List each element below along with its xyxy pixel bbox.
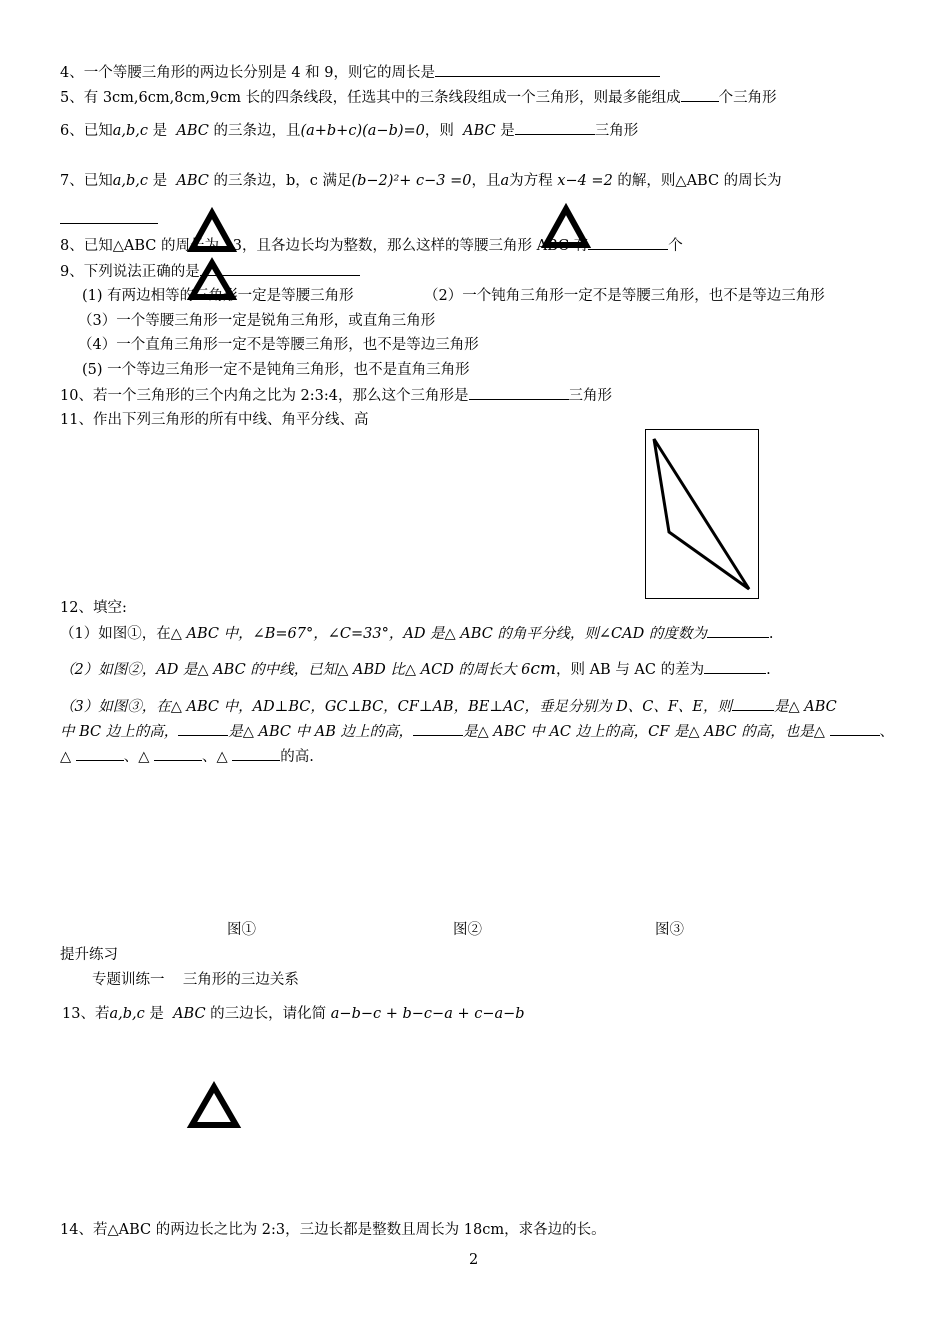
word: 的三条边，b，c 满足	[213, 173, 352, 189]
word: 中 BC 边上的高，	[60, 724, 179, 740]
question-6	[60, 120, 638, 141]
triangle-icon	[186, 205, 238, 300]
answer-blank[interactable]	[154, 746, 202, 761]
word: 的高.	[280, 749, 314, 765]
word: 个	[668, 238, 683, 254]
math-var: a	[500, 173, 510, 189]
math-equation: (b−2)²+ c−3 =0	[351, 173, 472, 189]
math-vars: a,b,c	[112, 173, 149, 189]
word: △ ABC 中，∠B=67°，∠C=33°，AD 是△ ABC 的角平分线，则∠CAD 的度数为	[170, 626, 707, 642]
word: 三角形	[568, 388, 613, 404]
answer-blank[interactable]	[732, 696, 774, 711]
question-4-text: 4、一个等腰三角形的两边长分别是 4 和 9，则它的周长是	[60, 65, 436, 81]
question-7-answer	[60, 209, 158, 230]
word: ，则 AB 与 AC 的差为	[555, 662, 705, 678]
q9-option: （2）一个钝角三角形一定不是等腰三角形，也不是等边三角形	[424, 288, 825, 304]
answer-blank[interactable]	[704, 659, 766, 674]
question-9-text: 9、下列说法正确的是	[60, 264, 200, 280]
question-14: 14、若△ABC 的两边长之比为 2:3，三边长都是整数且周长为 18cm，求各边的长。	[60, 1222, 606, 1238]
word: .	[766, 662, 771, 678]
obtuse-triangle	[654, 439, 749, 589]
triangle-figure	[645, 429, 759, 599]
word: .	[768, 626, 774, 642]
math-vars: a,b,c	[109, 1006, 145, 1022]
answer-blank[interactable]	[515, 120, 595, 135]
answer-blank[interactable]	[76, 746, 124, 761]
word: 13、若	[62, 1006, 110, 1022]
figure-1-caption: 图①	[227, 922, 256, 938]
word: 、△	[202, 749, 228, 765]
math-abc: ABC	[176, 123, 209, 139]
word: 是	[152, 123, 168, 139]
question-10-text: 10、若一个三角形的三个内角之比为 2:3:4，那么这个三角形是	[60, 388, 469, 404]
figure-3-caption: 图③	[655, 922, 684, 938]
word: 的解，则△ABC 的周长为	[617, 173, 782, 189]
question-8-text: 8、已知△ABC 的周长为 13，且各边长均为整数，那么这样的等腰三角形 ABC 有	[60, 238, 589, 254]
question-5-suffix: 个三角形	[718, 90, 777, 106]
triangle-icon	[186, 1080, 242, 1132]
question-6-prefix: 6、已知	[60, 123, 113, 139]
answer-blank[interactable]	[830, 721, 880, 736]
word: （2）如图②，AD 是△ ABC 的中线，已知△ ABD 比△ ACD 的周长大 6	[60, 662, 531, 678]
math-vars: a,b,c	[112, 123, 149, 139]
word: 、△	[123, 749, 150, 765]
question-12-part-2	[60, 659, 771, 680]
triangle-icon	[540, 203, 592, 251]
question-13	[62, 1004, 525, 1024]
q9-option: (5) 一个等边三角形一定不是钝角三角形，也不是直角三角形	[82, 362, 470, 378]
question-5-text: 5、有 3cm,6cm,8cm,9cm 长的四条线段，任选其中的三条线段组成一个三角形，则最多能组成	[60, 90, 681, 106]
answer-blank[interactable]	[588, 235, 668, 250]
word: ，且	[471, 173, 501, 189]
word: ，则	[424, 123, 454, 139]
question-12-part-3-line-1	[60, 696, 837, 717]
question-12-part-1	[60, 623, 773, 644]
question-7-prefix: 7、已知	[60, 173, 113, 189]
word: 的三边长，请化简	[210, 1006, 327, 1022]
figure-2-caption: 图②	[453, 922, 482, 938]
question-7	[60, 171, 782, 191]
math-abc: ABC	[463, 123, 496, 139]
question-12-part-3-line-2	[60, 721, 894, 742]
math-expression: a−b−c + b−c−a + c−a−b	[330, 1006, 525, 1022]
page-number: 2	[469, 1252, 479, 1268]
answer-blank[interactable]	[435, 62, 660, 77]
word: 是	[500, 123, 515, 139]
question-5	[60, 87, 777, 108]
q9-option: (1) 有两边相等的三角形一定是等腰三角形	[82, 288, 354, 304]
answer-blank[interactable]	[178, 721, 228, 736]
math-abc: ABC	[173, 1006, 206, 1022]
answer-blank[interactable]	[60, 209, 158, 224]
question-4	[60, 62, 660, 83]
word: 、	[879, 724, 894, 740]
word: 的三条边，且	[213, 123, 301, 139]
question-10	[60, 385, 612, 406]
q9-option: （4）一个直角三角形一定不是等腰三角形，也不是等边三角形	[78, 337, 479, 353]
word: （3）如图③，在△ ABC 中，AD⊥BC，GC⊥BC，CF⊥AB，BE⊥AC，垂足分别为 D、C、F、E，则	[60, 699, 733, 715]
word: 三角形	[594, 123, 639, 139]
word: 是△ ABC	[774, 699, 837, 715]
word: 是△ ABC 中 AB 边上的高，	[228, 724, 413, 740]
unit: cm	[530, 659, 556, 679]
word: 是	[152, 173, 168, 189]
answer-blank[interactable]	[413, 721, 463, 736]
section-title: 提升练习	[60, 947, 118, 963]
question-11: 11、作出下列三角形的所有中线、角平分线、高	[60, 412, 369, 428]
math-equation: x−4 =2	[557, 173, 613, 189]
q9-option: （3）一个等腰三角形一定是锐角三角形，或直角三角形	[78, 313, 436, 329]
section-subtitle: 专题训练一 三角形的三边关系	[92, 972, 299, 988]
math-equation: (a+b+c)(a−b)=0	[300, 123, 425, 139]
math-abc: ABC	[176, 173, 209, 189]
word: 为方程	[509, 173, 553, 189]
answer-blank[interactable]	[232, 746, 280, 761]
question-12-part-3-line-3	[60, 746, 314, 767]
word: △	[60, 749, 72, 765]
answer-blank[interactable]	[707, 623, 769, 638]
answer-blank[interactable]	[681, 87, 719, 102]
word: （1）如图①，在	[60, 626, 171, 642]
question-12-title: 12、填空:	[60, 600, 127, 616]
word: 是	[149, 1006, 164, 1022]
word: 是△ ABC 中 AC 边上的高，CF 是△ ABC 的高，也是△	[462, 724, 825, 740]
answer-blank[interactable]	[469, 385, 569, 400]
